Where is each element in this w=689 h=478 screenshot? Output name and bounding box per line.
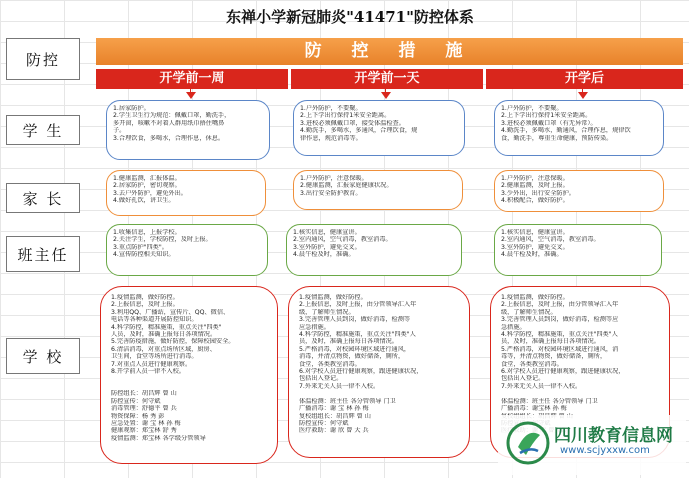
student-card-after: 1.户外防护，不要聚。 2.上下学出行保持1米安全距离。 3.进校必须佩戴口罩（有无异常）。 4.勤洗手，多喝水，勤通风，合理作息，规律饮 食，勤洗手，尊重生命健康，预防传染。	[494, 100, 664, 156]
watermark-url: www.scjyxxw.com	[560, 445, 650, 456]
sichuan-edu-logo-icon	[506, 421, 550, 465]
watermark	[498, 415, 686, 475]
row-label-student: 学 生	[6, 115, 80, 145]
school-card-week: 1.疫情监测，做好防控。 2.上报信息，及时上报。 3.利用QQ、广播站，宣传片、QQ、微信、 电话等各种渠道开展防控知识。 4.科学防控，精准施策，重点关注"四类" 人员，及时，准确上报每日各项情况。 5.完善防疫措施，做好防控，保障校园安全。 6.清洁消毒，对重点场所区域，厨房、 卫生间，食堂等场所进行消毒。 7.对重点人员进行健康观察。 8.开学前人员一律不入校。 防控组长：胡昌辉 曾 山 防控宣传：何守斌 消毒管理：舒德平 曾 兵 物资保障：杨 秀 彭 应急处置：谢 宝 林 孙 梅 健康观察：郑宝林 舒 秀 疫情监测：郑宝林 各学级分管领导	[100, 286, 278, 464]
row-label-fangkong: 防控	[6, 38, 80, 80]
teacher-card-after: 1.核实信息，健康宣讲。 2.室内通风，空气消毒，教室消毒。 3.室外防护，避免交叉。 4.晨午检及时，准确。	[494, 224, 662, 276]
student-card-day: 1.户外防护，不要聚。 2.上下学出行保持1米安全距离。 3.进校必须佩戴口罩，接受体温检查。 4.勤洗手，多喝水，多通风，合理饮食，规 律作息，规范消毒等。	[293, 100, 465, 156]
page-title: 东禅小学新冠肺炎"41471"防控体系	[226, 8, 474, 26]
student-card-week: 1.居家防护。 2.学生卫生行为规范：佩戴口罩，勤洗手， 多开窗，咳嗽不对着人群用纸巾捂住嘴鼻 子。 3.合理饮食，多喝水，合理作息，休息。	[106, 100, 270, 160]
parent-card-after: 1.户外防护，注意保暖。 2.健康监测，及时上报。 3.少外出，出行安全防护。 4.积极配合，做好防护。	[494, 170, 664, 212]
row-label-teacher: 班主任	[6, 236, 80, 272]
measures-banner: 防 控 措 施	[96, 38, 683, 65]
row-label-school: 学 校	[6, 338, 80, 374]
school-card-day: 1.疫情监测，做好防控。 2.上报信息，及时上报，由分管领导汇入年 级，了解师生情况。 3.完善管理人员到岗，做好消毒，检测等 应急措施。 4.科学防控，精准施策，重点关注"四类"人 员，及时，准确上报每日各项情况。 5.严格消毒，对校园环境区域进行通风， 消毒，并清点物资，做好储备，厕所， 食堂，各类教室消毒。 6.对学校人员进行健康观察，跟进健康状况， 包括出入登记。 7.外来无关人员一律不入校。 体温检测：班主任 各分管领导 门卫 广播消毒：谢 宝 林 孙 梅 复校组组长：胡昌辉 曾 山 防控宣传：何守斌 医疗救助：谢 欣 曾 大 兵	[288, 286, 470, 458]
teacher-card-week: 1.收集信息，上报学校。 2.关注学生，学校防控，及时上报。 3.重点防护"四类"。 4.宣传防控相关知识。	[106, 224, 268, 276]
parent-card-day: 1.户外防护，注意保暖。 2.健康监测，汇报家庭健康状况。 3.出行安全防护教育。	[293, 170, 463, 210]
row-label-parent: 家 长	[6, 183, 80, 213]
phase-after-start: 开学后	[486, 69, 683, 89]
teacher-card-day: 1.核实信息，健康宣讲。 2.室内通风，空气消毒，教室消毒。 3.室外防护，避免交叉。 4.晨午检及时，准确。	[286, 224, 462, 276]
down-arrow-icon	[186, 92, 196, 99]
phase-day-before: 开学前一天	[291, 69, 483, 89]
phase-week-before: 开学前一周	[96, 69, 288, 89]
school-card-after: 1.疫情监测，做好防控。 2.上报信息，及时上报，由分管领导汇入年 级，了解师生情况。 3.完善管理人员到岗，做好消毒，检测等应 急措施。 4.科学防控，精准施策，重点关注"四类"人 员，及时，准确上报每日各项情况。 5.严格消毒，对校园环境区域进行通风，消 毒等，并清点物资，做好储备，厕所， 食堂，各类教室消毒。 6.对学校人员进行健康观察，跟进健康状况， 包括出入登记。 7.外来无关人员一律不入校。 体温检测：班主任 各分管领导 门卫 广播消毒：谢宝林 孙 梅	[490, 286, 670, 458]
parent-card-week: 1.健康监测，汇报体温。 2.居家防护，密切观察。 3.去户外防护，避免外出。 4.做好孔饮，讲卫生。	[106, 170, 266, 216]
down-arrow-icon	[578, 92, 588, 99]
watermark-title: 四川教育信息网	[554, 426, 673, 446]
down-arrow-icon	[381, 92, 391, 99]
